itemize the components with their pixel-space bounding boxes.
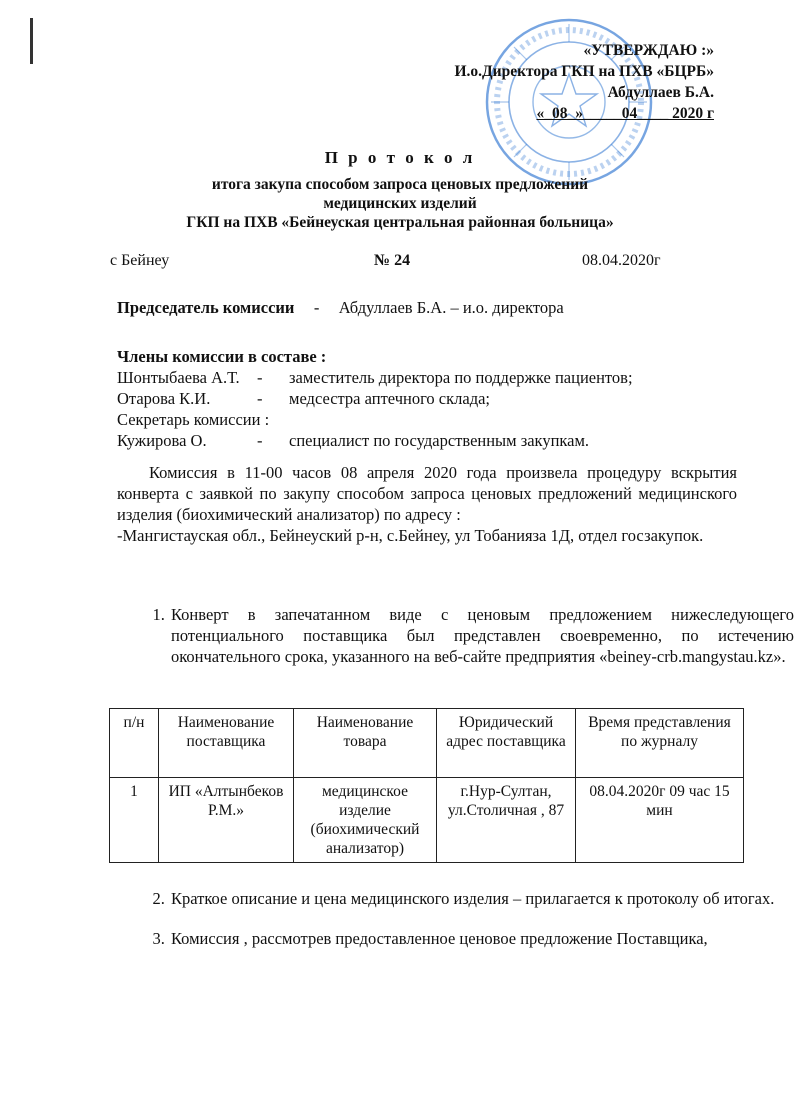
chair-dash: - [313,298,320,317]
col-header-number: п/н [110,709,159,778]
cell-time: 08.04.2020г 09 час 15 мин [576,778,744,863]
intro-paragraph [117,462,737,546]
col-header-time: Время представления по журналу [576,709,744,778]
secretary-role: специалист по государственным закупкам. [289,431,590,450]
col-header-address: Юридический адрес поставщика [437,709,576,778]
list-item: 3. Комиссия , рассмотрев предоставленное ценовое предложение Поставщика, [169,928,794,949]
protocol-date: 08.04.2020г [582,252,661,269]
approval-line-1: «УТВЕРЖДАЮ :» [583,42,714,59]
table-row [110,778,744,863]
numbered-list-continued [117,888,794,949]
list-item: 2. Краткое описание и цена медицинского изделия – прилагается к протоколу об итогах. [169,888,794,909]
cell-number: 1 [110,778,159,863]
member-row [117,388,633,409]
table-header-row [110,709,744,778]
cell-address: г.Нур-Султан, ул.Столичная , 87 [437,778,576,863]
protocol-number: № 24 [374,252,411,269]
member-name: Шонтыбаева А.Т. [117,368,240,387]
member-dash: - [257,389,263,408]
member-dash: - [257,368,263,387]
supplier-table [109,708,744,863]
document-subtitle [0,175,800,232]
approval-date: «_08_»_____04____ 2020 г [536,105,714,122]
col-header-supplier: Наименование поставщика [159,709,294,778]
commission-chair [117,298,564,318]
place: с Бейнеу [110,252,170,269]
secretary-label: Секретарь комиссии : [117,410,270,429]
intro-text: Комиссия в 11-00 часов 08 апреля 2020 года произвела процедуру вскрытия конверта с заявкой по закупу способом запроса ценовых предложений медицинского изделия (биохимический анализатор) по адресу : [117,463,737,524]
document-heading: П р о т о к о л [324,148,476,167]
secretary-name: Кужирова О. [117,431,207,450]
chair-label: Председатель комиссии [117,298,295,317]
member-row [117,367,633,388]
secretary-row [117,430,633,451]
member-name: Отарова К.И. [117,389,211,408]
member-role: медсестра аптечного склада; [289,389,491,408]
approval-line-3: Абдуллаев Б.А. [607,84,714,101]
approval-block [454,40,714,124]
list-item: 1. Конверт в запечатанном виде с ценовым предложением нижеследующего потенциального поставщика был представлен своевременно, по истечению окончательного срока, указанного на веб-сайте предприятия «beiney-crb.mangystau.kz». [169,604,794,667]
intro-address: -Мангистауская обл., Бейнеуский р-н, с.Бейнеу, ул Тобанияза 1Д, отдел госзакупок. [117,526,704,545]
subtitle-line-1: итога закупа способом запроса ценовых предложений [211,176,589,193]
chair-value: Абдуллаев Б.А. – и.о. директора [338,298,564,317]
commission-members [117,346,633,451]
numbered-list [117,604,794,667]
col-header-product: Наименование товара [294,709,437,778]
member-role: заместитель директора по поддержке пациентов; [289,368,633,387]
cell-product: медицинское изделие (биохимический анализатор) [294,778,437,863]
scan-mark [30,18,33,64]
secretary-dash: - [257,431,263,450]
subtitle-line-2: медицинских изделий [323,195,477,212]
cell-supplier: ИП «Алтынбеков Р.М.» [159,778,294,863]
approval-line-2: И.о.Директора ГКП на ПХВ «БЦРБ» [454,63,714,80]
subtitle-line-3: ГКП на ПХВ «Бейнеуская центральная районная больница» [186,214,614,231]
members-label: Члены комиссии в составе : [117,347,327,366]
